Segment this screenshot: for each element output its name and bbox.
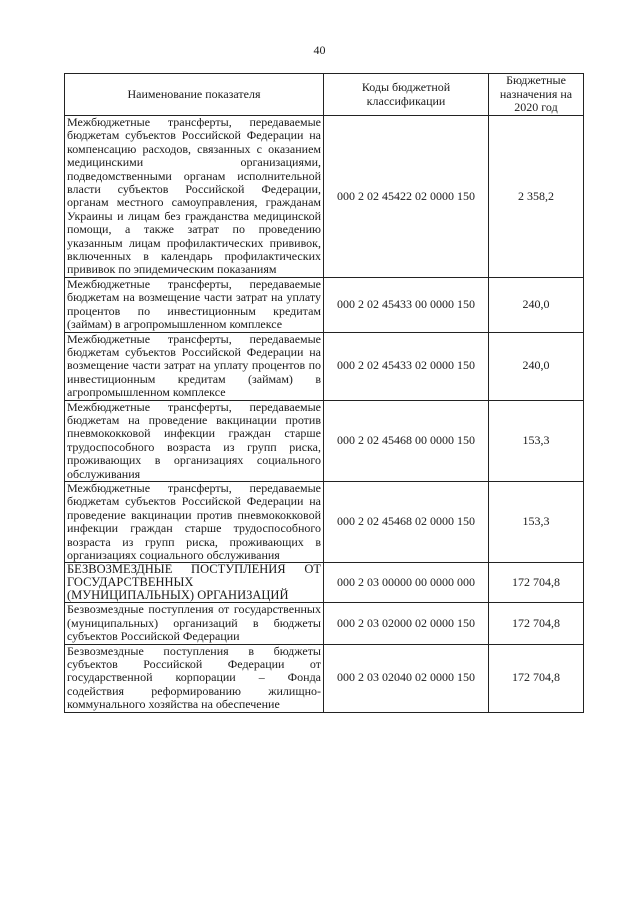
row-value: 153,3 bbox=[489, 400, 584, 481]
row-value: 153,3 bbox=[489, 481, 584, 562]
row-name: Межбюджетные трансферты, передаваемые бюджетам субъектов Российской Федерации на компенсацию расходов, связанных с оказанием медицинскими организациями, подведомственными органам исполнительной власти субъектов Российской Федерации, органам местного самоуправления, гражданам Украины и лицам без гражданства медицинской помощи, а также затрат по проведению указанным лицам профилактических прививок, включенных в календарь профилактических прививок по эпидемическим показаниям bbox=[65, 116, 324, 278]
row-name: Безвозмездные поступления от государственных (муниципальных) организаций в бюджеты субъектов Российской Федерации bbox=[65, 603, 324, 644]
row-value: 2 358,2 bbox=[489, 116, 584, 278]
row-name: Безвозмездные поступления в бюджеты субъектов Российской Федерации от государственной корпорации – Фонда содействия реформированию жилищно-коммунального хозяйства на обеспечение bbox=[65, 644, 324, 712]
table-row bbox=[65, 481, 584, 562]
row-name: Межбюджетные трансферты, передаваемые бюджетам субъектов Российской Федерации на возмещение части затрат на уплату процентов по инвестиционным кредитам (займам) в агропромышленном комплексе bbox=[65, 332, 324, 400]
table-row bbox=[65, 563, 584, 603]
row-name: Межбюджетные трансферты, передаваемые бюджетам на возмещение части затрат на уплату процентов по инвестиционным кредитам (займам) в агропромышленном комплексе bbox=[65, 277, 324, 332]
row-code: 000 2 02 45433 02 0000 150 bbox=[324, 332, 489, 400]
header-budget-allocations: Бюджетные назначения на 2020 год bbox=[489, 74, 584, 116]
table-row bbox=[65, 116, 584, 278]
row-name: Межбюджетные трансферты, передаваемые бюджетам субъектов Российской Федерации на проведение вакцинации против пневмококковой инфекции граждан старше трудоспособного возраста из групп риска, проживающих в организациях социального обслуживания bbox=[65, 481, 324, 562]
table-row bbox=[65, 277, 584, 332]
table-row bbox=[65, 400, 584, 481]
table-row bbox=[65, 332, 584, 400]
row-value: 240,0 bbox=[489, 277, 584, 332]
row-value: 172 704,8 bbox=[489, 563, 584, 603]
row-code: 000 2 02 45468 02 0000 150 bbox=[324, 481, 489, 562]
table-row bbox=[65, 603, 584, 644]
row-name: БЕЗВОЗМЕЗДНЫЕ ПОСТУПЛЕНИЯ ОТ ГОСУДАРСТВЕННЫХ (МУНИЦИПАЛЬНЫХ) ОРГАНИЗАЦИЙ bbox=[65, 563, 324, 603]
row-code: 000 2 03 00000 00 0000 000 bbox=[324, 563, 489, 603]
row-code: 000 2 03 02040 02 0000 150 bbox=[324, 644, 489, 712]
header-budget-codes: Коды бюджетной классификации bbox=[324, 74, 489, 116]
row-value: 240,0 bbox=[489, 332, 584, 400]
row-code: 000 2 02 45422 02 0000 150 bbox=[324, 116, 489, 278]
row-name: Межбюджетные трансферты, передаваемые бюджетам на проведение вакцинации против пневмококковой инфекции граждан старше трудоспособного возраста из групп риска, проживающих в организациях социального обслуживания bbox=[65, 400, 324, 481]
header-indicator-name: Наименование показателя bbox=[65, 74, 324, 116]
row-value: 172 704,8 bbox=[489, 644, 584, 712]
table-header-row bbox=[65, 74, 584, 116]
page-number: 40 bbox=[313, 43, 326, 57]
budget-table bbox=[64, 73, 584, 713]
row-code: 000 2 03 02000 02 0000 150 bbox=[324, 603, 489, 644]
row-code: 000 2 02 45468 00 0000 150 bbox=[324, 400, 489, 481]
table-row bbox=[65, 644, 584, 712]
row-code: 000 2 02 45433 00 0000 150 bbox=[324, 277, 489, 332]
row-value: 172 704,8 bbox=[489, 603, 584, 644]
